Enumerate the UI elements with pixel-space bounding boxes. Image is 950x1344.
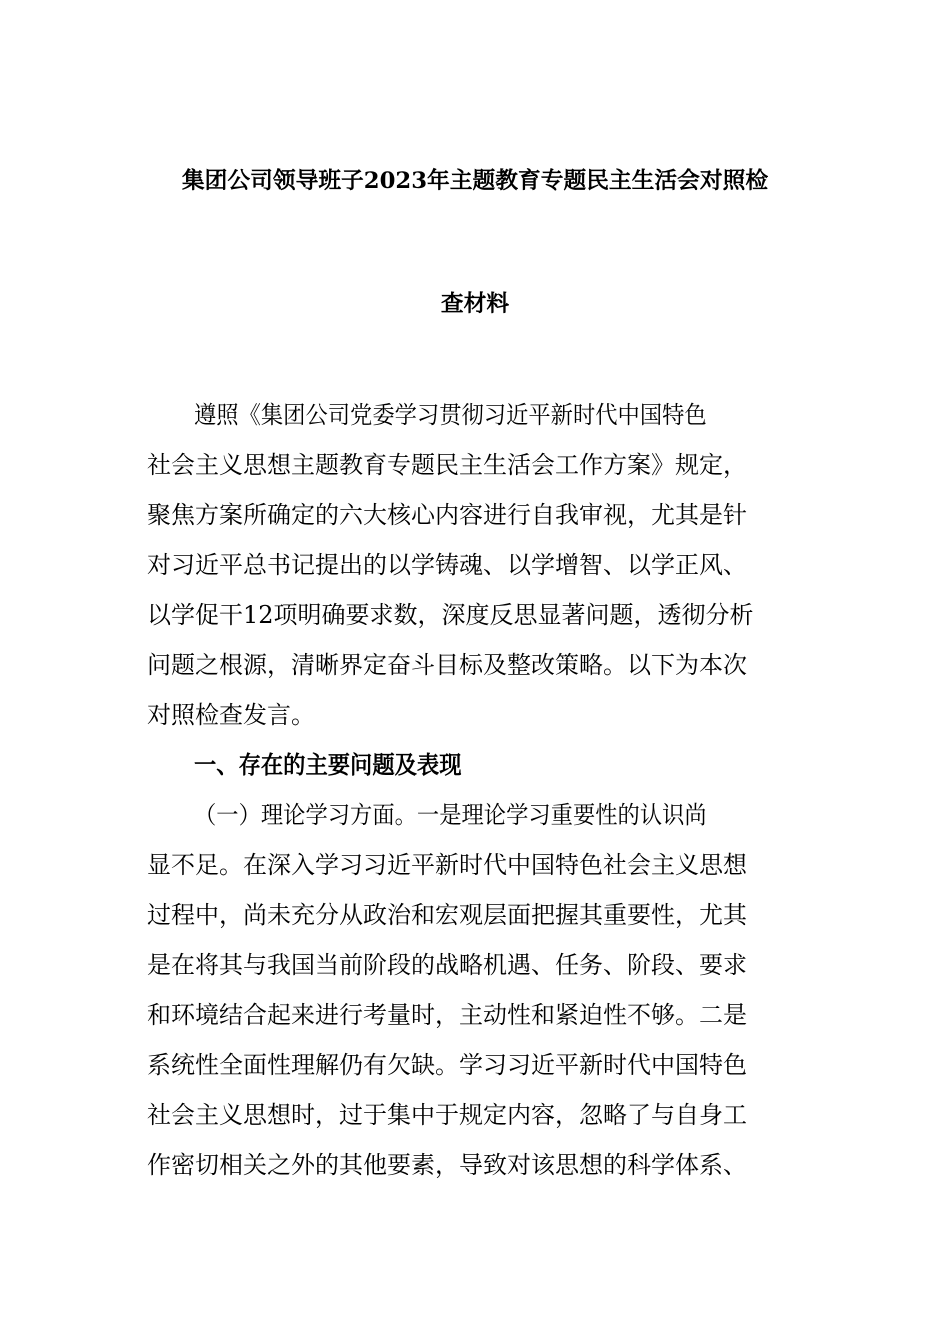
paragraph-2-line: （一）理论学习方面。一是理论学习重要性的认识尚	[194, 801, 707, 829]
document-title-line-2: 查材料	[440, 291, 510, 317]
paragraph-1-line: 社会主义思想主题教育专题民主生活会工作方案》规定，	[147, 451, 747, 479]
paragraph-2-line: 社会主义思想时，过于集中于规定内容，忽略了与自身工	[147, 1101, 747, 1129]
paragraph-2-line: 作密切相关之外的其他要素，导致对该思想的科学体系、	[147, 1151, 747, 1179]
paragraph-1-line: 以学促干12项明确要求数，深度反思显著问题，透彻分析	[147, 601, 754, 629]
paragraph-2-line: 过程中，尚未充分从政治和宏观层面把握其重要性，尤其	[147, 901, 747, 929]
paragraph-1-line: 对照检查发言。	[147, 701, 315, 729]
section-heading: 一、存在的主要问题及表现	[194, 750, 462, 779]
paragraph-1-line: 对习近平总书记提出的以学铸魂、以学增智、以学正风、	[147, 551, 747, 579]
paragraph-2-line: 和环境结合起来进行考量时，主动性和紧迫性不够。二是	[147, 1001, 747, 1029]
paragraph-1-line: 问题之根源，清晰界定奋斗目标及整改策略。以下为本次	[147, 651, 747, 679]
paragraph-1-line: 聚焦方案所确定的六大核心内容进行自我审视，尤其是针	[147, 501, 747, 529]
paragraph-2-line: 系统性全面性理解仍有欠缺。学习习近平新时代中国特色	[147, 1051, 747, 1079]
document-title-line-1: 集团公司领导班子2023年主题教育专题民主生活会对照检	[181, 168, 769, 194]
paragraph-2-line: 显不足。在深入学习习近平新时代中国特色社会主义思想	[147, 851, 747, 879]
paragraph-1-line: 遵照《集团公司党委学习贯彻习近平新时代中国特色	[194, 401, 707, 429]
paragraph-2-line: 是在将其与我国当前阶段的战略机遇、任务、阶段、要求	[147, 951, 747, 979]
